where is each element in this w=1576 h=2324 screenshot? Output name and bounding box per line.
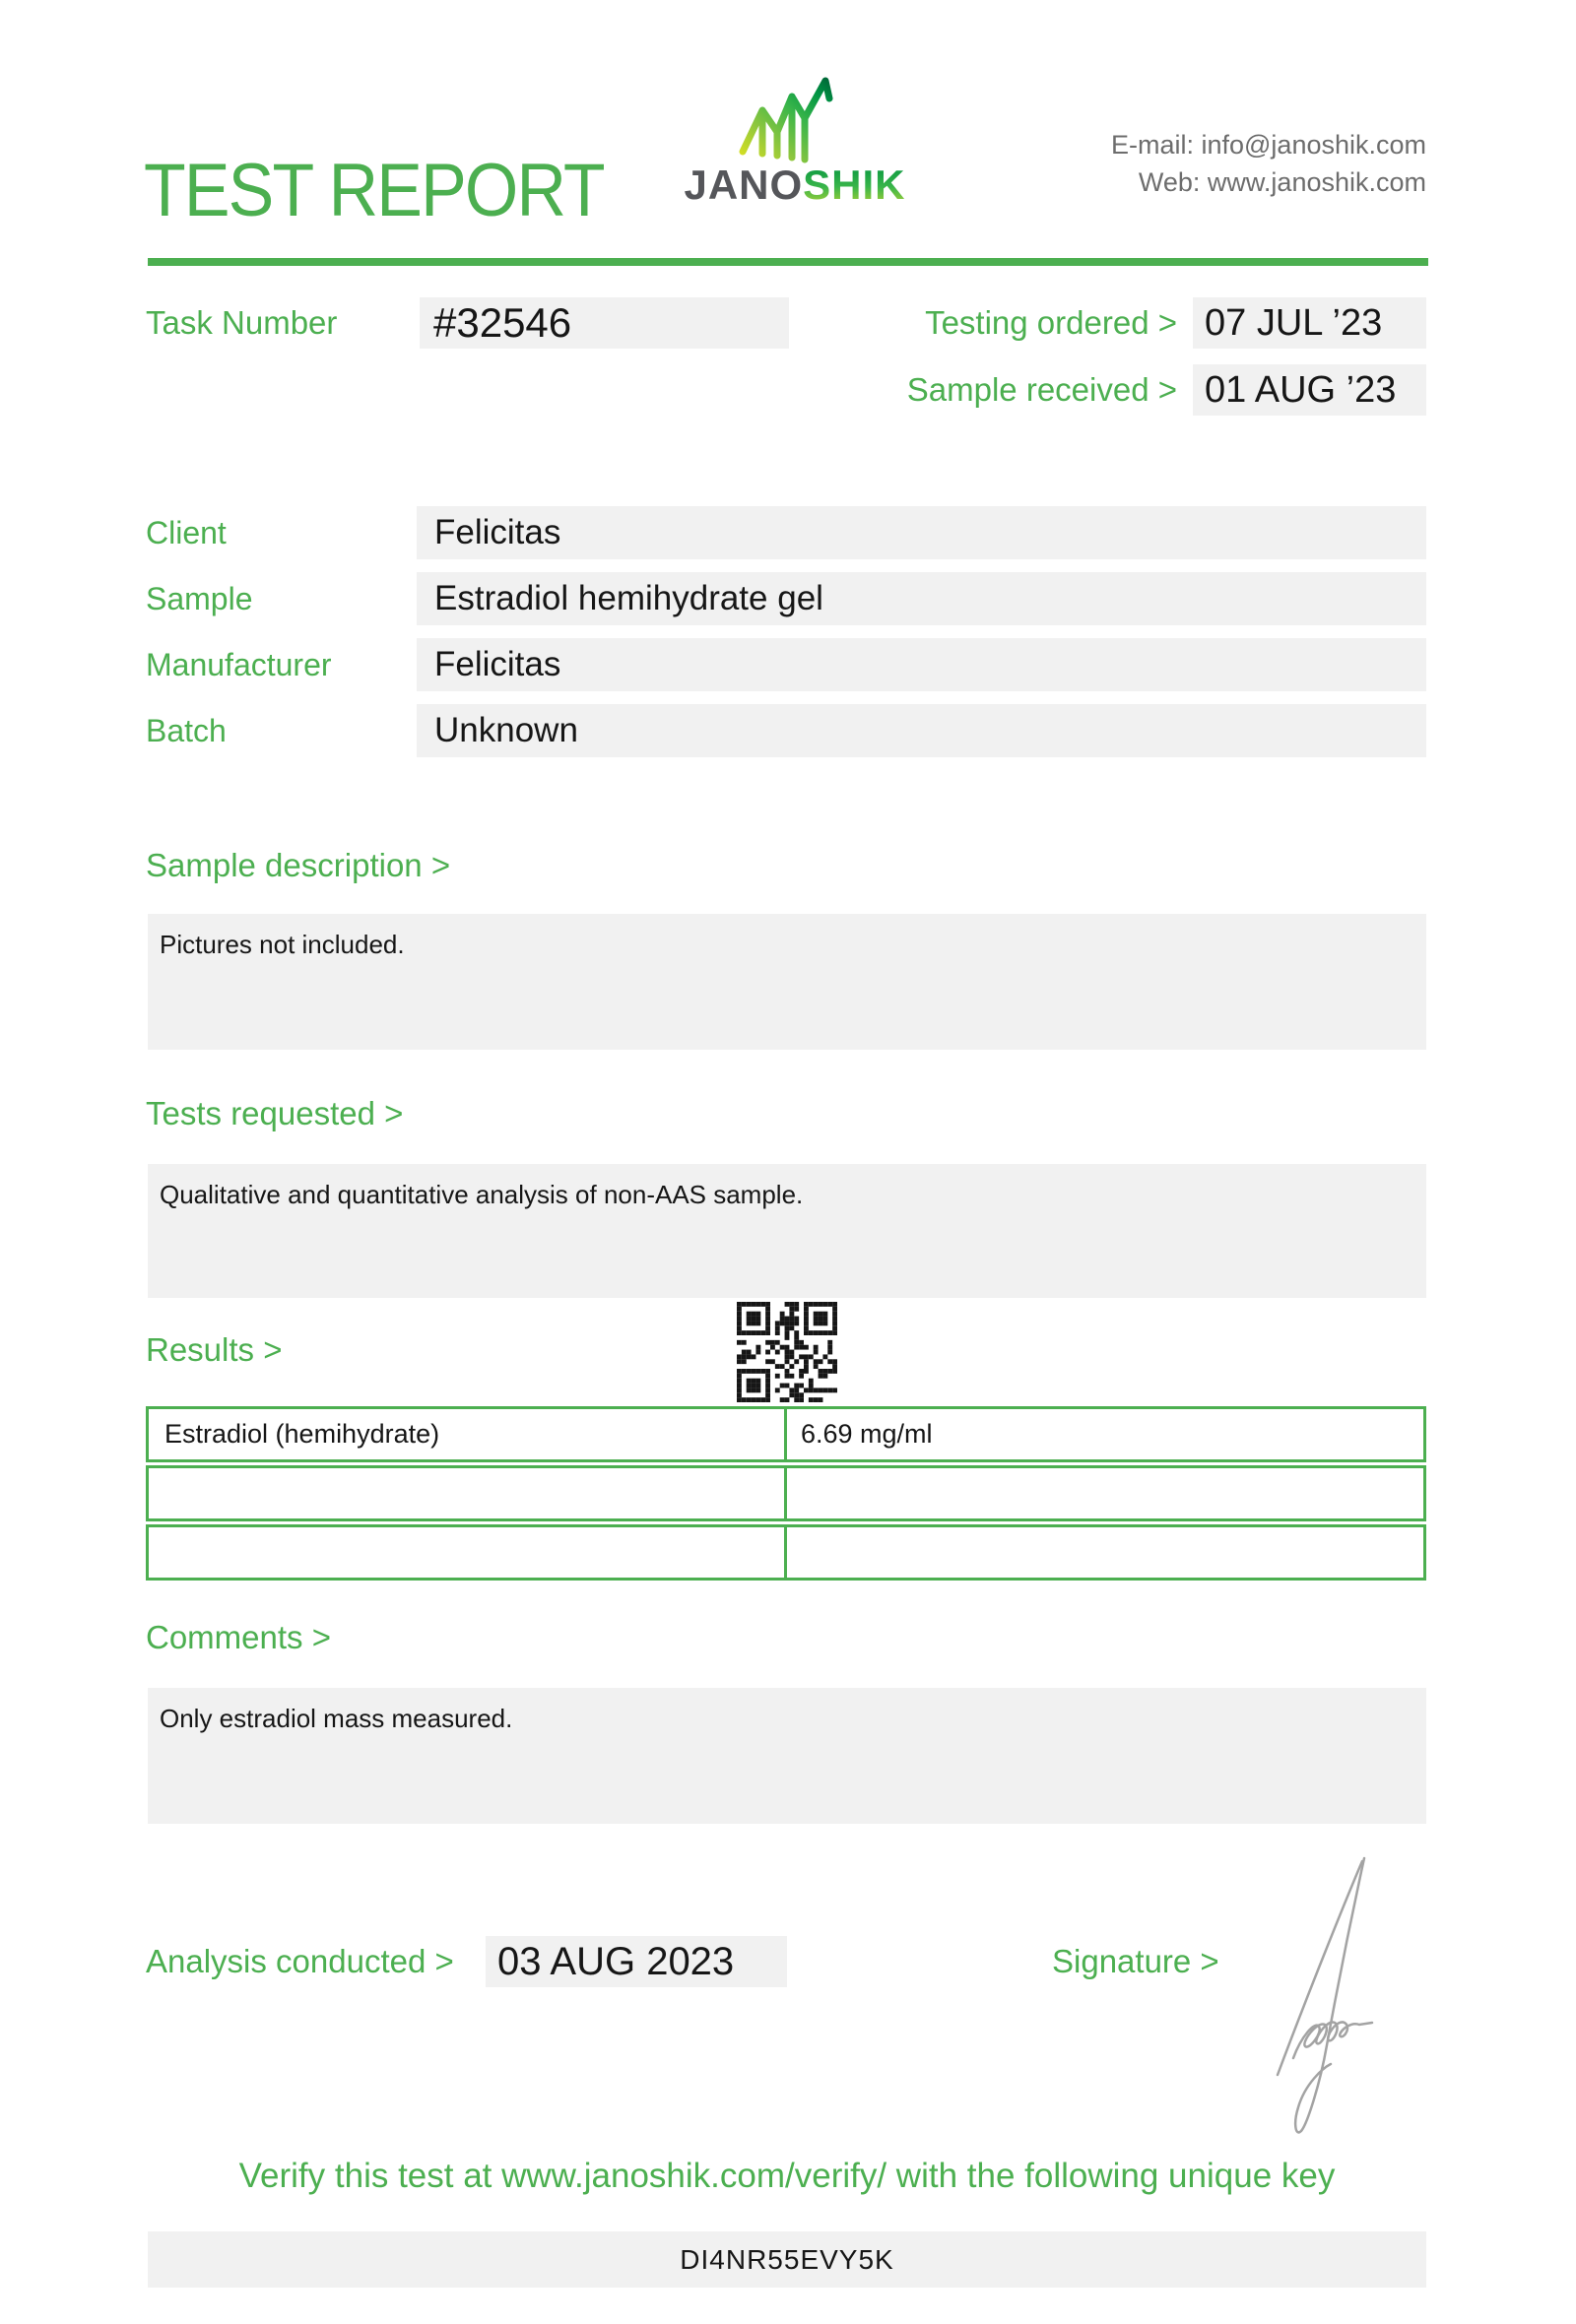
testing-ordered-label: Testing ordered > <box>925 304 1177 341</box>
detail-value-client: Felicitas <box>417 506 1426 559</box>
contact-web-line <box>1111 163 1426 201</box>
unique-key-box <box>148 2231 1426 2288</box>
sample-received-value: 01 AUG ’23 <box>1193 364 1426 416</box>
logo-text-shik: SHIK <box>803 161 906 208</box>
unique-key: DI4NR55EVY5K <box>680 2244 894 2275</box>
result-analyte: Estradiol (hemihydrate) <box>149 1409 787 1459</box>
result-value <box>787 1527 1423 1578</box>
email-value: info@janoshik.com <box>1201 130 1426 160</box>
qr-code <box>737 1302 837 1402</box>
janoshik-logo <box>662 161 928 209</box>
signature-image <box>1266 1843 1399 2149</box>
detail-label-manufacturer: Manufacturer <box>146 647 332 682</box>
logo-text-jano: JANO <box>684 161 804 208</box>
analysis-conducted-value: 03 AUG 2023 <box>486 1936 787 1987</box>
results-heading: Results > <box>146 1331 283 1368</box>
tests-requested-box <box>148 1164 1426 1298</box>
task-number-label: Task Number <box>146 304 338 341</box>
detail-label-sample: Sample <box>146 581 253 616</box>
detail-value-batch: Unknown <box>417 704 1426 757</box>
comments-box <box>148 1688 1426 1824</box>
task-number-value: #32546 <box>420 297 789 349</box>
detail-value-manufacturer: Felicitas <box>417 638 1426 691</box>
sample-received-label: Sample received > <box>906 371 1177 408</box>
detail-label-batch: Batch <box>146 713 227 748</box>
detail-label-client: Client <box>146 515 227 550</box>
header-divider <box>148 258 1428 266</box>
sample-description-heading: Sample description > <box>146 847 451 883</box>
web-label: Web: <box>1138 167 1201 197</box>
sample-description-box <box>148 914 1426 1050</box>
tests-requested-heading: Tests requested > <box>146 1095 404 1131</box>
comments-heading: Comments > <box>146 1619 331 1655</box>
testing-ordered-value: 07 JUL ’23 <box>1193 297 1426 349</box>
sample-description-text: Pictures not included. <box>160 930 405 959</box>
tests-requested-text: Qualitative and quantitative analysis of non-AAS sample. <box>160 1180 804 1209</box>
page-title: TEST REPORT <box>144 149 604 232</box>
signature-label: Signature > <box>1052 1943 1219 1979</box>
contact-email-line <box>1111 126 1426 163</box>
result-analyte <box>149 1527 787 1578</box>
detail-value-sample: Estradiol hemihydrate gel <box>417 572 1426 625</box>
result-value: 6.69 mg/ml <box>801 1419 933 1449</box>
logo-chart-icon <box>731 69 841 163</box>
comments-text: Only estradiol mass measured. <box>160 1704 513 1733</box>
result-analyte <box>149 1468 787 1518</box>
contact-info <box>1111 126 1426 201</box>
email-label: E-mail: <box>1110 130 1194 160</box>
result-row <box>146 1406 1426 1462</box>
analysis-conducted-label: Analysis conducted > <box>146 1943 454 1979</box>
result-row <box>146 1524 1426 1581</box>
web-value: www.janoshik.com <box>1207 167 1426 197</box>
results-table <box>146 1406 1426 1583</box>
verify-text: Verify this test at www.janoshik.com/verify/ with the following unique key <box>238 2157 1336 2195</box>
result-row <box>146 1465 1426 1521</box>
result-value <box>787 1468 1423 1518</box>
